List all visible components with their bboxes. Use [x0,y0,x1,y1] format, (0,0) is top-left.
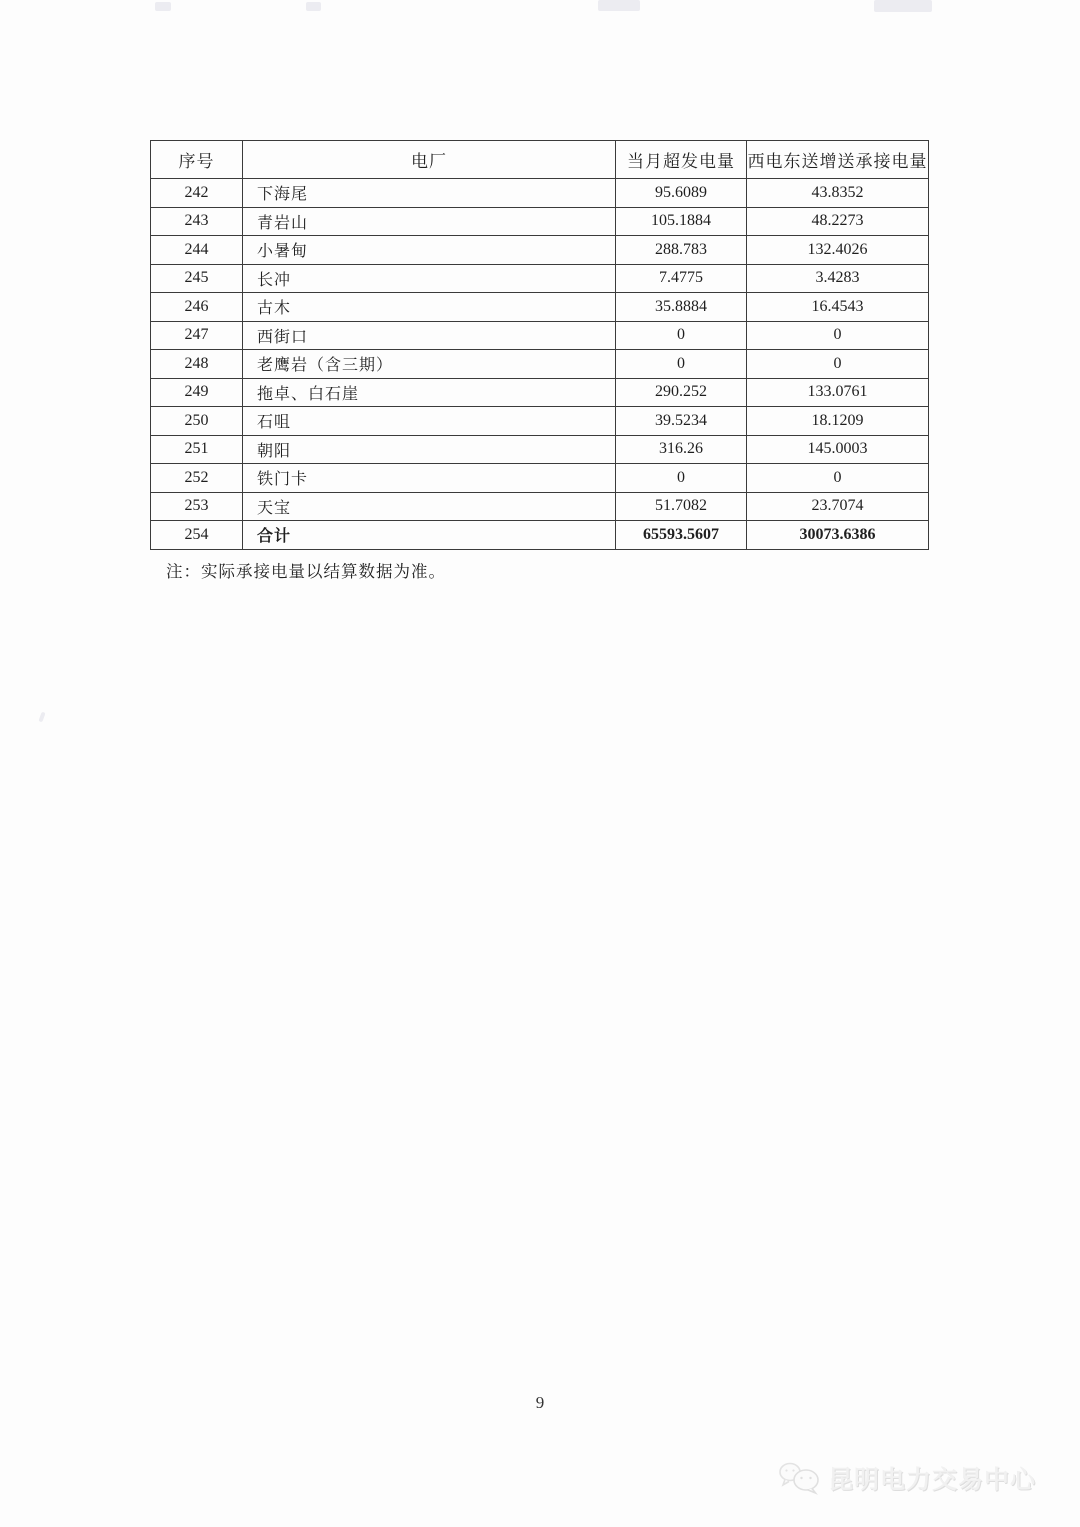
over-generation-cell: 290.252 [616,378,747,407]
scan-artifact [874,0,932,12]
watermark-text: 昆明电力交易中心 [828,1466,1037,1494]
scan-artifact [598,0,640,11]
west-east-transfer-cell: 43.8352 [747,179,929,208]
plant-cell: 西街口 [243,321,616,350]
serial-cell: 243 [151,207,243,236]
over-generation-cell: 0 [616,321,747,350]
plant-cell: 石咀 [243,407,616,436]
scan-artifact [38,712,45,723]
table-row [151,435,929,464]
column-header-3: 西电东送增送承接电量 [747,141,929,179]
serial-cell: 249 [151,378,243,407]
west-east-transfer-cell: 23.7074 [747,492,929,521]
table-row [151,207,929,236]
table-row [151,464,929,493]
west-east-transfer-cell: 30073.6386 [747,521,929,550]
table-row [151,179,929,208]
over-generation-cell: 35.8884 [616,293,747,322]
plant-cell: 朝阳 [243,435,616,464]
west-east-transfer-cell: 133.0761 [747,378,929,407]
serial-cell: 242 [151,179,243,208]
plant-cell: 合计 [243,521,616,550]
serial-cell: 254 [151,521,243,550]
footer-watermark [778,1460,1036,1496]
plant-cell: 古木 [243,293,616,322]
over-generation-cell: 288.783 [616,236,747,265]
west-east-transfer-cell: 3.4283 [747,264,929,293]
column-header-2: 当月超发电量 [616,141,747,179]
plant-cell: 下海尾 [243,179,616,208]
serial-cell: 245 [151,264,243,293]
scan-artifact [306,2,321,11]
over-generation-cell: 51.7082 [616,492,747,521]
plant-cell: 青岩山 [243,207,616,236]
over-generation-cell: 7.4775 [616,264,747,293]
over-generation-cell: 39.5234 [616,407,747,436]
west-east-transfer-cell: 0 [747,350,929,379]
plant-cell: 小暑甸 [243,236,616,265]
table-row [151,378,929,407]
over-generation-cell: 95.6089 [616,179,747,208]
serial-cell: 244 [151,236,243,265]
west-east-transfer-cell: 0 [747,321,929,350]
table-header-row [151,141,929,179]
table-row [151,350,929,379]
serial-cell: 253 [151,492,243,521]
west-east-transfer-cell: 16.4543 [747,293,929,322]
over-generation-cell: 65593.5607 [616,521,747,550]
plant-cell: 拖卓、白石崖 [243,378,616,407]
table-row [151,407,929,436]
west-east-transfer-cell: 18.1209 [747,407,929,436]
serial-cell: 250 [151,407,243,436]
over-generation-cell: 105.1884 [616,207,747,236]
table-row [151,293,929,322]
west-east-transfer-cell: 145.0003 [747,435,929,464]
table-row [151,321,929,350]
table-note: 注：实际承接电量以结算数据为准。 [166,562,446,581]
page-number: 9 [535,1393,545,1412]
plant-cell: 铁门卡 [243,464,616,493]
serial-cell: 248 [151,350,243,379]
power-generation-table [150,140,929,550]
serial-cell: 251 [151,435,243,464]
wechat-icon [778,1461,822,1495]
column-header-1: 电厂 [243,141,616,179]
table-row [151,264,929,293]
scan-artifact [155,2,171,11]
serial-cell: 247 [151,321,243,350]
table-total-row [151,521,929,550]
column-header-0: 序号 [151,141,243,179]
plant-cell: 长冲 [243,264,616,293]
over-generation-cell: 0 [616,464,747,493]
plant-cell: 天宝 [243,492,616,521]
plant-cell: 老鹰岩（含三期） [243,350,616,379]
west-east-transfer-cell: 132.4026 [747,236,929,265]
west-east-transfer-cell: 48.2273 [747,207,929,236]
west-east-transfer-cell: 0 [747,464,929,493]
serial-cell: 252 [151,464,243,493]
over-generation-cell: 0 [616,350,747,379]
over-generation-cell: 316.26 [616,435,747,464]
serial-cell: 246 [151,293,243,322]
table-row [151,492,929,521]
table-row [151,236,929,265]
